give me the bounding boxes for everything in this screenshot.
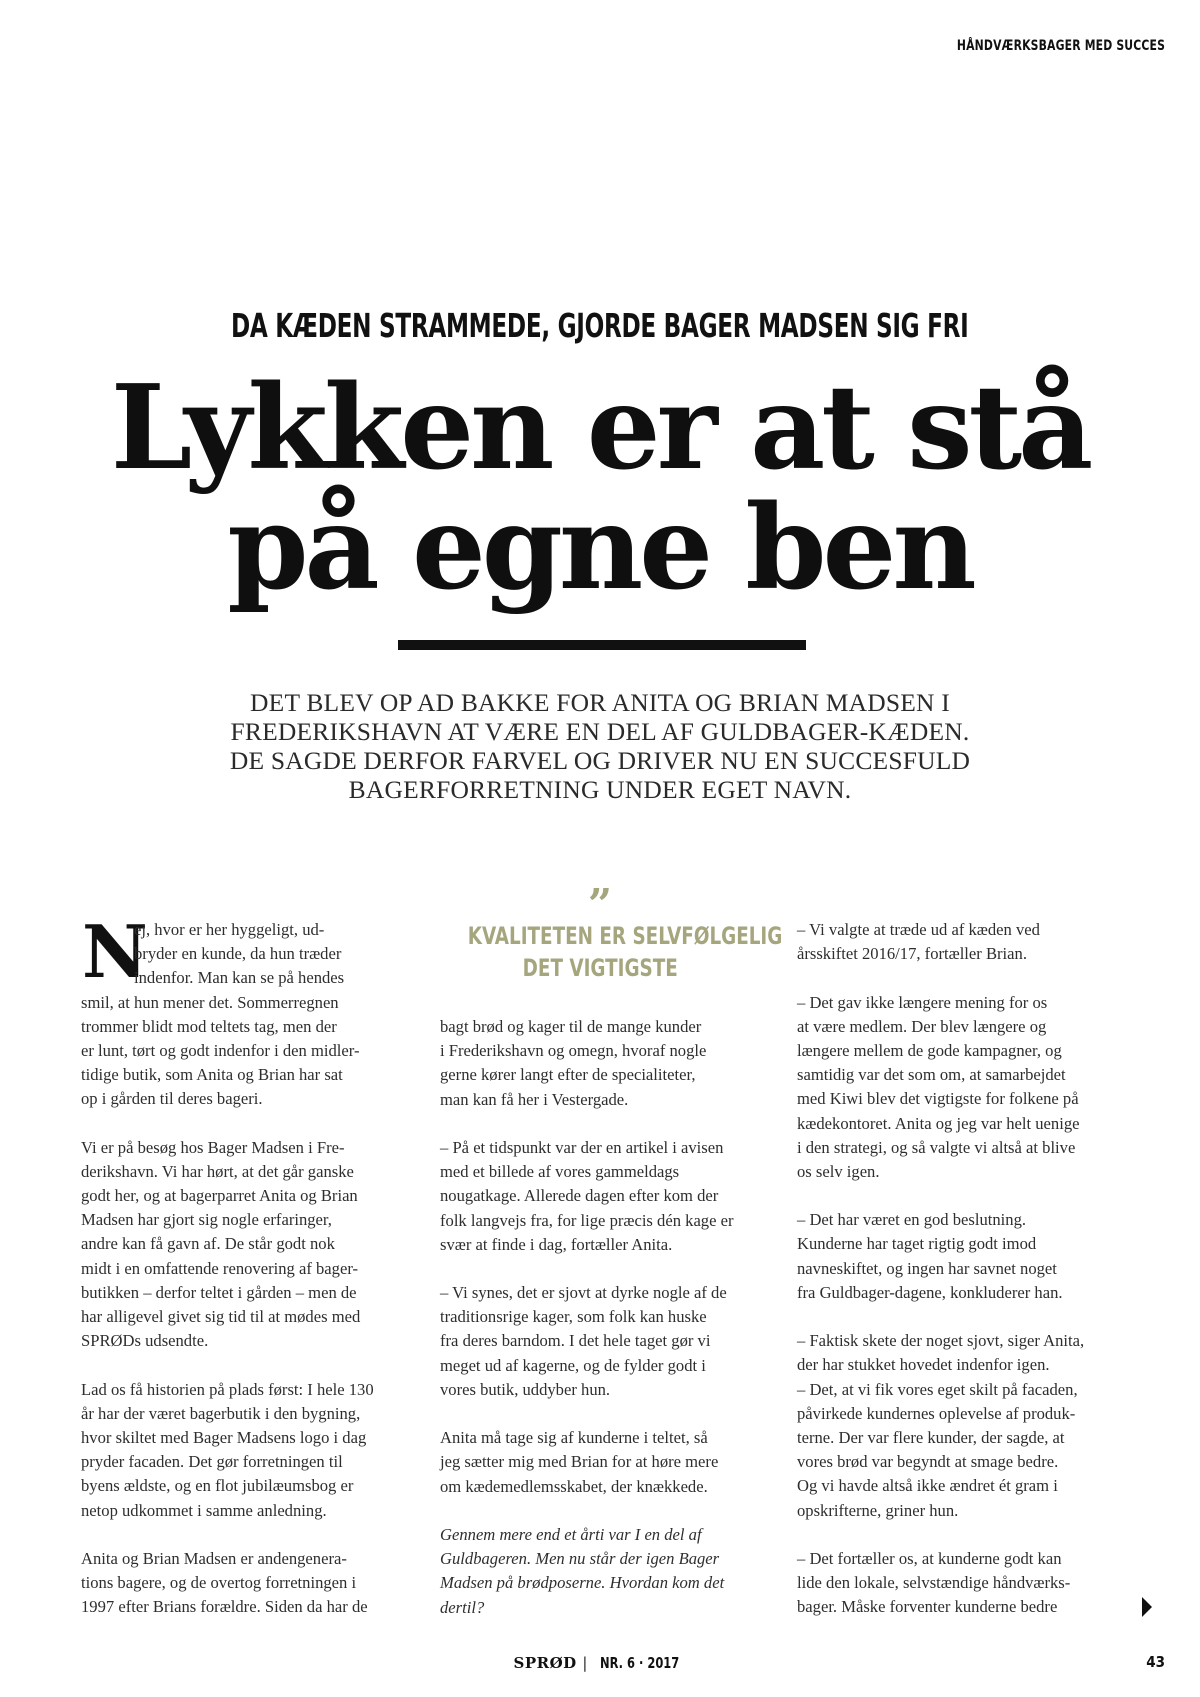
text-line: opskrifterne, griner hun. (797, 1500, 959, 1520)
body-column-1 (81, 909, 421, 1619)
text-line: år har der været bagerbutik i den bygning, (81, 1403, 361, 1423)
text-line: – På et tidspunkt var der en artikel i avisen (440, 1137, 724, 1157)
text-line: pryder facaden. Det gør forretningen til (81, 1452, 343, 1472)
magazine-brand: SPRØD (513, 1654, 577, 1672)
text-line: Kunderne har taget rigtig godt imod (797, 1234, 1037, 1254)
body-column-2 (440, 1015, 780, 1620)
section-tag: HÅNDVÆRKSBAGER MED SUCCES (956, 38, 1165, 54)
text-line: indenfor. Man kan se på hendes (134, 968, 345, 988)
text-line: – Vi synes, det er sjovt at dyrke nogle af de (440, 1283, 727, 1303)
text-line: – Det, at vi fik vores eget skilt på facaden, (797, 1379, 1078, 1399)
text-line: Lad os få historien på plads først: I hele 130 (81, 1379, 374, 1399)
headline-line: Lykken er at stå (110, 360, 1090, 496)
issue-label: NR. 6 · 2017 (600, 1654, 680, 1672)
text-line: med Kiwi blev det vigtigste for folkene på (797, 1089, 1079, 1109)
text-line: med et billede af vores gammeldags (440, 1162, 680, 1182)
text-line: hvor skiltet med Bager Madsens logo i dag (81, 1427, 367, 1447)
text-line: op i gården til deres bageri. (81, 1089, 263, 1109)
continue-arrow-icon[interactable] (1142, 1597, 1152, 1617)
body-column-3 (797, 918, 1137, 1619)
text-line: kædekontoret. Anita og jeg var helt uenige (797, 1113, 1080, 1133)
text-line: terne. Der var flere kunder, der sagde, at (797, 1427, 1065, 1447)
text-line: – Faktisk skete der noget sjovt, siger Anita, (797, 1331, 1085, 1351)
question-line: dertil? (440, 1597, 485, 1617)
page-footer (0, 1654, 1200, 1672)
text-line: folk langvejs fra, for lige præcis dén kage er (440, 1210, 734, 1230)
text-line: Anita må tage sig af kunderne i teltet, så (440, 1428, 708, 1448)
text-line: derikshavn. Vi har hørt, at det går ganske (81, 1161, 354, 1181)
text-line: svær at finde i dag, fortæller Anita. (440, 1234, 673, 1254)
text-line: bager. Måske forventer kunderne bedre (797, 1597, 1058, 1617)
text-line: byens ældste, og en flot jubilæumsbog er (81, 1476, 354, 1496)
lead-line: DET BLEV OP AD BAKKE FOR ANITA OG BRIAN MADSEN I (250, 688, 950, 717)
pull-quote (440, 920, 783, 984)
text-line: trommer blidt mod teltets tag, men der (81, 1016, 337, 1036)
text-line: gerne kører langt efter de specialiteter, (440, 1065, 696, 1085)
text-line: Madsen har gjort sig nogle erfaringer, (81, 1210, 332, 1230)
text-line: lide den lokale, selvstændige håndværks- (797, 1573, 1071, 1593)
text-line: – Det gav ikke længere mening for os (797, 992, 1048, 1012)
pull-quote-line: KVALITETEN ER SELVFØLGELIG (467, 922, 783, 950)
lead-line: DE SAGDE DERFOR FARVEL OG DRIVER NU EN SUCCESFULD (229, 746, 971, 775)
text-line: os selv igen. (797, 1161, 880, 1181)
text-line: andre kan få gavn af. De står godt nok (81, 1234, 335, 1254)
headline-line: på egne ben (227, 480, 973, 616)
text-line: at være medlem. Der blev længere og (797, 1016, 1047, 1036)
text-line: SPRØDs udsendte. (81, 1331, 209, 1351)
article-headline (0, 360, 1200, 616)
article-lead (200, 688, 1000, 804)
text-line: Anita og Brian Madsen er andengenera- (81, 1548, 347, 1568)
text-line: i Frederikshavn og omegn, hvoraf nogle (440, 1041, 707, 1061)
text-line: godt her, og at bagerparret Anita og Brian (81, 1186, 358, 1206)
text-line: vores butik, uddyber hun. (440, 1379, 611, 1399)
text-line: butikken – derfor teltet i gården – men de (81, 1282, 357, 1302)
text-line: smil, at hun mener det. Sommerregnen (81, 992, 339, 1012)
text-line: i den strategi, og så valgte vi altså at blive (797, 1137, 1076, 1157)
drop-cap: N (82, 909, 148, 994)
text-line: der har stukket hovedet indenfor igen. (797, 1355, 1050, 1375)
text-line: – Det har været en god beslutning. (797, 1210, 1027, 1230)
text-line: tidige butik, som Anita og Brian har sat (81, 1065, 343, 1085)
headline-rule (398, 640, 806, 650)
question-line: Guldbageren. Men nu står der igen Bager (440, 1549, 720, 1569)
text-line: har alligevel givet sig tid til at mødes med (81, 1307, 361, 1326)
footer-separator: | (582, 1654, 588, 1672)
text-line: 1997 efter Brians forældre. Siden da har de (81, 1597, 368, 1617)
lead-line: BAGERFORRETNING UNDER EGET NAVN. (348, 775, 852, 804)
text-line: vores brød var begyndt at smage bedre. (797, 1452, 1059, 1472)
text-line: ej, hvor er her hyggeligt, ud- (134, 920, 325, 939)
lead-line: FREDERIKSHAVN AT VÆRE EN DEL AF GULDBAGER-KÆDEN. (230, 717, 970, 746)
text-line: Vi er på besøg hos Bager Madsen i Fre- (81, 1137, 345, 1157)
text-line: Og vi havde altså ikke ændret ét gram i (797, 1476, 1058, 1496)
question-line: Madsen på brødposerne. Hvordan kom det (440, 1573, 725, 1593)
text-line: midt i en omfattende renovering af bager- (81, 1258, 359, 1278)
text-line: bagt brød og kager til de mange kunder (440, 1017, 702, 1036)
text-line: jeg sætter mig med Brian for at høre mere (440, 1452, 719, 1472)
text-line: netop udkommet i samme anledning. (81, 1500, 327, 1520)
text-line: nougatkage. Allerede dagen efter kom der (440, 1186, 719, 1206)
question-line: Gennem mere end et årti var I en del af (440, 1524, 702, 1544)
text-line: fra Guldbager-dagene, konkluderer han. (797, 1282, 1063, 1302)
text-line: man kan få her i Vestergade. (440, 1089, 629, 1109)
text-line: bryder en kunde, da hun træder (134, 944, 342, 964)
article-kicker: DA KÆDEN STRAMMEDE, GJORDE BAGER MADSEN SIG FRI (231, 306, 969, 345)
text-line: er lunt, tørt og godt indenfor i den midler- (81, 1040, 360, 1060)
text-line: navneskiftet, og ingen har savnet noget (797, 1258, 1057, 1278)
text-line: meget ud af kagerne, og de fylder godt i (440, 1355, 706, 1375)
text-line: traditionsrige kager, som folk kan huske (440, 1307, 707, 1327)
text-line: – Det fortæller os, at kunderne godt kan (797, 1548, 1062, 1568)
text-line: fra deres barndom. I det hele taget gør vi (440, 1331, 711, 1351)
text-line: påvirkede kundernes oplevelse af produk- (797, 1403, 1076, 1423)
page-number: 43 (1146, 1653, 1165, 1671)
text-line: om kædemedlemsskabet, der knækkede. (440, 1476, 708, 1496)
pull-quote-line: DET VIGTIGSTE (522, 954, 678, 982)
text-line: længere mellem de gode kampagner, og (797, 1040, 1062, 1060)
text-line: tions bagere, og de overtog forretningen i (81, 1573, 357, 1593)
quote-mark-icon: ” (587, 880, 613, 929)
text-line: samtidig var det som om, at samarbejdet (797, 1065, 1066, 1085)
text-line: – Vi valgte at træde ud af kæden ved (797, 920, 1040, 939)
text-line: årsskiftet 2016/17, fortæller Brian. (797, 944, 1027, 964)
